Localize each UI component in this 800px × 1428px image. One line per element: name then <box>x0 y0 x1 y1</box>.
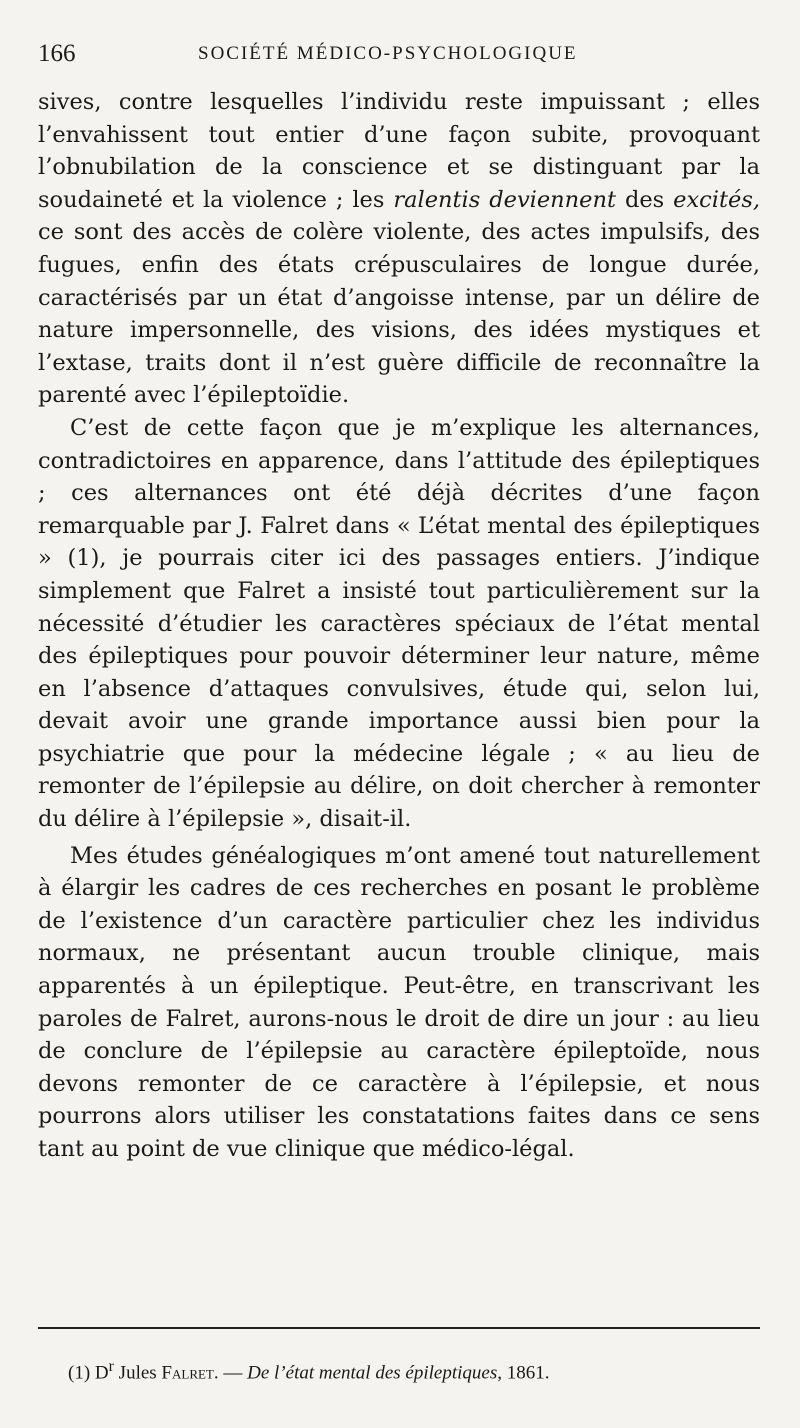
footnote-rule <box>38 1327 760 1329</box>
running-header <box>38 40 758 70</box>
footnote-first-name: Jules <box>113 1362 162 1384</box>
paragraph-genealogical-studies: Mes études généalogiques m’ont amené tout naturellement à élargir les cadres de ces recherches en posant le problème de l’existence d’un caractère particulier chez les individus normaux, ne présentant aucun trouble clinique, mais apparentés à un épileptique. Peut-être, en transcrivant les paroles de Falret, aurons-nous le droit de dire un jour : au lieu de conclure de l’épilepsie au caractère épileptoïde, nous devons remonter de ce caractère à l’épilepsie, et nous pourrons alors utiliser les constatations faites dans ce sens tant au point de vue clinique que médico-légal. <box>38 842 760 1162</box>
paragraph-1-part-a: sives, contre lesquelles l’individu reste impuissant ; elles l’envahissent tout entier d’une façon subite, provoquant l’obnubilation de la conscience et se distinguant par la soudaineté et la violence ; les <box>38 89 760 213</box>
footnote-marker: (1) D <box>68 1362 109 1384</box>
footnote-superscript: r <box>108 1358 114 1375</box>
paragraph-1-part-c: ce sont des accès de colère violente, des actes impulsifs, des fugues, enfin des états crépusculaires de longue durée, caractérisés par un état d’angoisse intense, par un délire de nature impersonnelle, des visions, des idées mystiques et l’extase, traits dont il n’est guère difficile de reconnaître la parenté avec l’épileptoïdie. <box>38 219 760 409</box>
footnote-work-title: De l’état mental des épileptiques, <box>247 1362 502 1384</box>
journal-title: SOCIÉTÉ MÉDICO-PSYCHOLOGIQUE <box>198 43 578 64</box>
page-number: 166 <box>38 40 76 67</box>
italic-excites: excités, <box>673 186 761 213</box>
footnote-dash: . — <box>213 1362 248 1384</box>
footnote-year: 1861. <box>501 1362 550 1384</box>
footnote <box>68 1358 758 1384</box>
footnote-author-surname: Falret <box>161 1362 214 1384</box>
paragraph-continued <box>38 86 760 412</box>
italic-ralentis-deviennent: ralentis deviennent <box>393 186 617 213</box>
paragraph-1-part-b: des <box>616 186 674 213</box>
paragraph-falret: C’est de cette façon que je m’explique les alternances, contradictoires en apparence, dans l’attitude des épileptiques ; ces alternances ont été déjà décrites d’une façon remarquable par J. Falret dans « L’état mental des épileptiques » (1), je pourrais citer ici des passages entiers. J’indique simplement que Falret a insisté tout particulièrement sur la nécessité d’étudier les caractères spéciaux de l’état mental des épileptiques pour pouvoir déterminer leur nature, même en l’absence d’attaques convulsives, étude qui, selon lui, devait avoir une grande importance aussi bien pour la psychiatrie que pour la médecine légale ; « au lieu de remonter de l’épilepsie au délire, on doit chercher à remonter du délire à l’épilepsie », disait-il. <box>38 414 760 833</box>
body-text <box>38 86 760 1166</box>
